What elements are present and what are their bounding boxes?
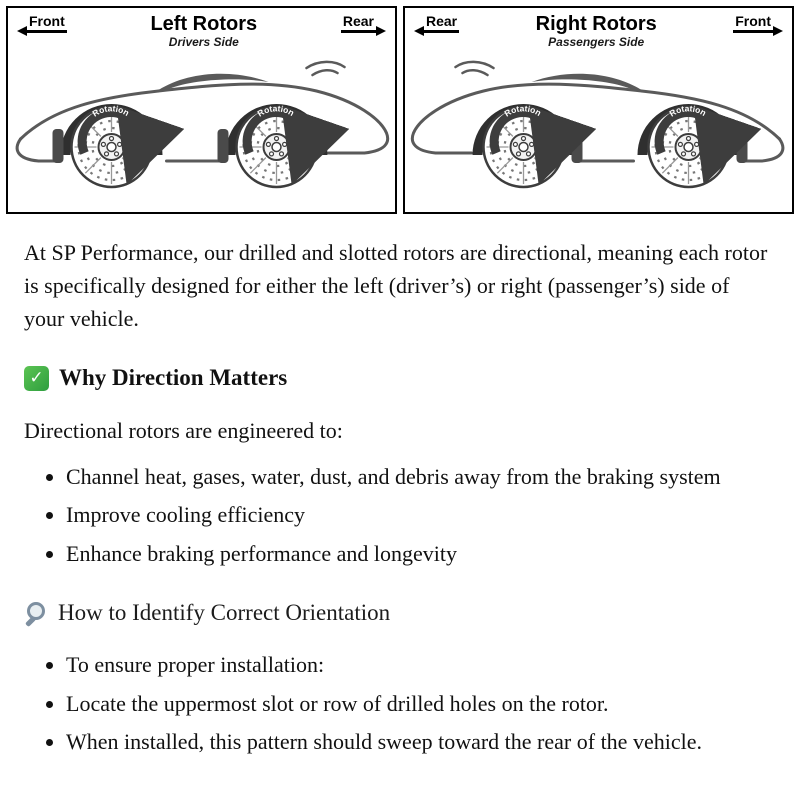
panel-title: Right Rotors: [535, 13, 657, 35]
section-heading-text: Why Direction Matters: [59, 365, 288, 390]
list-item: • To ensure proper installation:: [66, 649, 770, 681]
list-item: • Channel heat, gases, water, dust, and debris away from the braking system: [66, 461, 770, 493]
rear-direction-arrow: [414, 14, 459, 33]
right-rotors-panel: [403, 6, 794, 214]
direction-label: Front: [27, 14, 67, 33]
rotor-diagrams: [0, 0, 800, 214]
list-item: • Locate the uppermost slot or row of drilled holes on the rotor.: [66, 688, 770, 720]
section-heading-identify-orientation: [24, 596, 770, 631]
panel-title-block: [67, 14, 341, 49]
direction-label: Rear: [424, 14, 459, 33]
list-item: • Improve cooling efficiency: [66, 499, 770, 531]
magnifier-icon: [24, 601, 48, 625]
panel-subtitle: Drivers Side: [168, 35, 239, 49]
left-rotors-panel: [6, 6, 397, 214]
panel-subtitle: Passengers Side: [548, 35, 645, 49]
arrow-right-icon: [773, 26, 783, 36]
rotation-label: Rotation: [255, 103, 297, 119]
car-illustration-right: [405, 41, 792, 199]
direction-label: Front: [733, 14, 773, 33]
list-item: • Enhance braking performance and longevity: [66, 538, 770, 570]
intro-paragraph: At SP Performance, our drilled and slotted rotors are directional, meaning each rotor is specifically designed for either the left (driver’s) or right (passenger’s) side of your vehicle.: [24, 240, 768, 331]
orientation-list: [24, 649, 770, 759]
panel-title: Left Rotors: [150, 13, 258, 35]
front-direction-arrow: [17, 14, 67, 33]
article-content: [0, 214, 800, 792]
check-icon: ✓: [24, 366, 49, 391]
section-heading-text: How to Identify Correct Orientation: [58, 600, 391, 626]
list-item: • When installed, this pattern should sweep toward the rear of the vehicle.: [66, 726, 770, 758]
lead-paragraph: Directional rotors are engineered to:: [24, 417, 343, 443]
benefits-list: [24, 461, 770, 571]
section-heading-why-direction-matters: [24, 361, 770, 396]
arrow-left-icon: [17, 26, 27, 36]
left-panel-header: [8, 8, 395, 49]
rear-direction-arrow: [341, 14, 386, 33]
car-illustration-left: [8, 41, 395, 199]
rotation-label: Rotation: [667, 103, 709, 119]
front-direction-arrow: [733, 14, 783, 33]
panel-title-block: [459, 14, 733, 49]
arrow-right-icon: [376, 26, 386, 36]
rotation-label: Rotation: [90, 103, 132, 119]
arrow-left-icon: [414, 26, 424, 36]
direction-label: Rear: [341, 14, 376, 33]
rotation-label: Rotation: [502, 103, 544, 119]
